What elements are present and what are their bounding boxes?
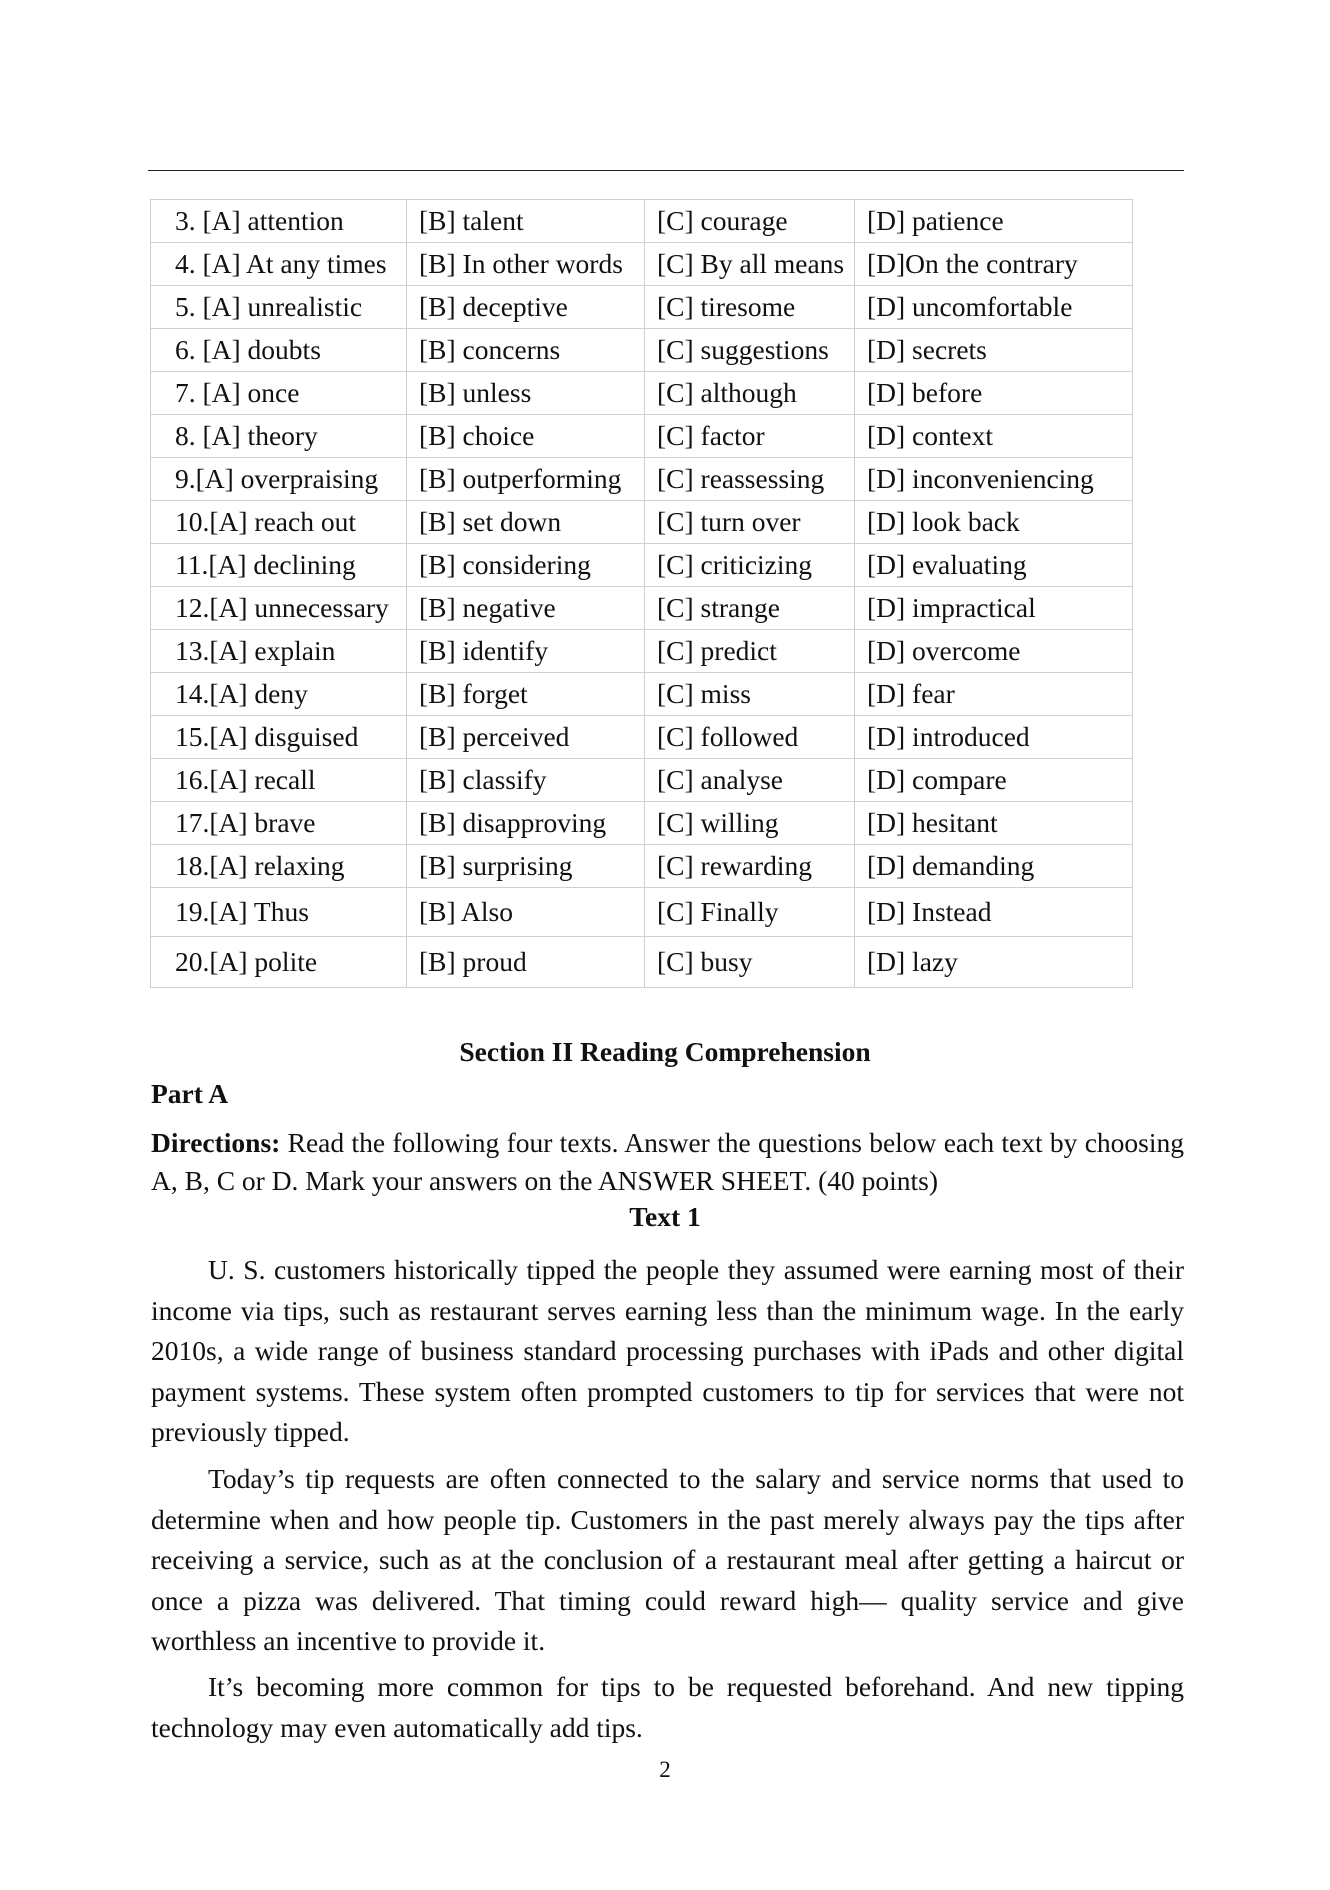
- page-number: 2: [659, 1757, 671, 1782]
- option-cell-b: [B] deceptive: [407, 286, 645, 329]
- option-cell-b: [B] classify: [407, 759, 645, 802]
- table-row: [151, 937, 1133, 988]
- option-cell-d: [D] evaluating: [855, 544, 1133, 587]
- option-cell-b: [B] unless: [407, 372, 645, 415]
- directions-label: Directions:: [151, 1127, 281, 1158]
- option-cell-a: 13.[A] explain: [151, 630, 407, 673]
- option-cell-d: [D] impractical: [855, 587, 1133, 630]
- option-cell-b: [B] forget: [407, 673, 645, 716]
- option-cell-c: [C] suggestions: [645, 329, 855, 372]
- option-cell-c: [C] factor: [645, 415, 855, 458]
- option-cell-b: [B] perceived: [407, 716, 645, 759]
- table-row: [151, 587, 1133, 630]
- option-cell-b: [B] considering: [407, 544, 645, 587]
- option-cell-c: [C] criticizing: [645, 544, 855, 587]
- option-cell-c: [C] predict: [645, 630, 855, 673]
- option-cell-a: 18.[A] relaxing: [151, 845, 407, 888]
- option-cell-c: [C] willing: [645, 802, 855, 845]
- table-row: [151, 415, 1133, 458]
- option-cell-b: [B] In other words: [407, 243, 645, 286]
- option-cell-d: [D] patience: [855, 200, 1133, 243]
- option-cell-b: [B] identify: [407, 630, 645, 673]
- option-cell-a: 3. [A] attention: [151, 200, 407, 243]
- option-cell-c: [C] By all means: [645, 243, 855, 286]
- option-cell-c: [C] followed: [645, 716, 855, 759]
- option-cell-d: [D] introduced: [855, 716, 1133, 759]
- options-table: [150, 199, 1133, 988]
- option-cell-a: 17.[A] brave: [151, 802, 407, 845]
- option-cell-b: [B] negative: [407, 587, 645, 630]
- table-row: [151, 372, 1133, 415]
- option-cell-d: [D] before: [855, 372, 1133, 415]
- table-row: [151, 759, 1133, 802]
- option-cell-d: [D] context: [855, 415, 1133, 458]
- table-row: [151, 286, 1133, 329]
- option-cell-d: [D] Instead: [855, 888, 1133, 937]
- option-cell-c: [C] miss: [645, 673, 855, 716]
- option-cell-d: [D] demanding: [855, 845, 1133, 888]
- option-cell-a: 19.[A] Thus: [151, 888, 407, 937]
- option-cell-b: [B] surprising: [407, 845, 645, 888]
- option-cell-b: [B] set down: [407, 501, 645, 544]
- option-cell-c: [C] turn over: [645, 501, 855, 544]
- table-row: [151, 673, 1133, 716]
- paragraph-2: Today’s tip requests are often connected to the salary and service norms that used to determine when and how people tip. Customers in the past merely always pay the tips after receiving a service, such as at the conclusion of a restaurant meal after getting a haircut or once a pizza was delivered. That timing could reward high— quality service and give worthless an incentive to provide it.: [151, 1463, 1184, 1656]
- paragraph-3: It’s becoming more common for tips to be requested beforehand. And new tipping technology may even automatically add tips.: [151, 1671, 1184, 1743]
- option-cell-b: [B] talent: [407, 200, 645, 243]
- option-cell-d: [D] lazy: [855, 937, 1133, 988]
- option-cell-c: [C] Finally: [645, 888, 855, 937]
- option-cell-c: [C] analyse: [645, 759, 855, 802]
- option-cell-a: 4. [A] At any times: [151, 243, 407, 286]
- option-cell-c: [C] busy: [645, 937, 855, 988]
- option-cell-a: 9.[A] overpraising: [151, 458, 407, 501]
- part-title: Part A: [151, 1078, 229, 1109]
- table-row: [151, 845, 1133, 888]
- paragraph-1: U. S. customers historically tipped the people they assumed were earning most of their income via tips, such as restaurant serves earning less than the minimum wage. In the early 2010s, a wide range of business standard processing purchases with iPads and other digital payment systems. These system often prompted customers to tip for services that were not previously tipped.: [151, 1254, 1184, 1447]
- option-cell-c: [C] reassessing: [645, 458, 855, 501]
- table-row: [151, 200, 1133, 243]
- directions: [151, 1124, 1184, 1200]
- option-cell-a: 12.[A] unnecessary: [151, 587, 407, 630]
- option-cell-d: [D] fear: [855, 673, 1133, 716]
- header-rule: [148, 170, 1184, 171]
- table-row: [151, 888, 1133, 937]
- option-cell-a: 8. [A] theory: [151, 415, 407, 458]
- table-row: [151, 329, 1133, 372]
- option-cell-a: 16.[A] recall: [151, 759, 407, 802]
- option-cell-c: [C] courage: [645, 200, 855, 243]
- option-cell-a: 10.[A] reach out: [151, 501, 407, 544]
- option-cell-a: 20.[A] polite: [151, 937, 407, 988]
- option-cell-a: 7. [A] once: [151, 372, 407, 415]
- option-cell-a: 6. [A] doubts: [151, 329, 407, 372]
- option-cell-a: 5. [A] unrealistic: [151, 286, 407, 329]
- option-cell-a: 15.[A] disguised: [151, 716, 407, 759]
- option-cell-b: [B] outperforming: [407, 458, 645, 501]
- option-cell-b: [B] concerns: [407, 329, 645, 372]
- option-cell-d: [D] compare: [855, 759, 1133, 802]
- option-cell-c: [C] tiresome: [645, 286, 855, 329]
- option-cell-b: [B] proud: [407, 937, 645, 988]
- option-cell-b: [B] choice: [407, 415, 645, 458]
- section-title: Section II Reading Comprehension: [459, 1036, 871, 1067]
- option-cell-d: [D] secrets: [855, 329, 1133, 372]
- option-cell-c: [C] rewarding: [645, 845, 855, 888]
- table-row: [151, 630, 1133, 673]
- option-cell-d: [D] inconveniencing: [855, 458, 1133, 501]
- text-title: Text 1: [629, 1201, 701, 1232]
- table-row: [151, 802, 1133, 845]
- table-row: [151, 458, 1133, 501]
- option-cell-d: [D] hesitant: [855, 802, 1133, 845]
- directions-text: Read the following four texts. Answer the questions below each text by choosing A, B, C or D. Mark your answers on the ANSWER SHEET. (40 points): [151, 1127, 1184, 1196]
- table-row: [151, 544, 1133, 587]
- table-row: [151, 716, 1133, 759]
- option-cell-a: 14.[A] deny: [151, 673, 407, 716]
- option-cell-a: 11.[A] declining: [151, 544, 407, 587]
- option-cell-c: [C] strange: [645, 587, 855, 630]
- table-row: [151, 243, 1133, 286]
- option-cell-b: [B] disapproving: [407, 802, 645, 845]
- option-cell-c: [C] although: [645, 372, 855, 415]
- option-cell-d: [D] overcome: [855, 630, 1133, 673]
- option-cell-d: [D] uncomfortable: [855, 286, 1133, 329]
- option-cell-d: [D]On the contrary: [855, 243, 1133, 286]
- option-cell-b: [B] Also: [407, 888, 645, 937]
- table-row: [151, 501, 1133, 544]
- option-cell-d: [D] look back: [855, 501, 1133, 544]
